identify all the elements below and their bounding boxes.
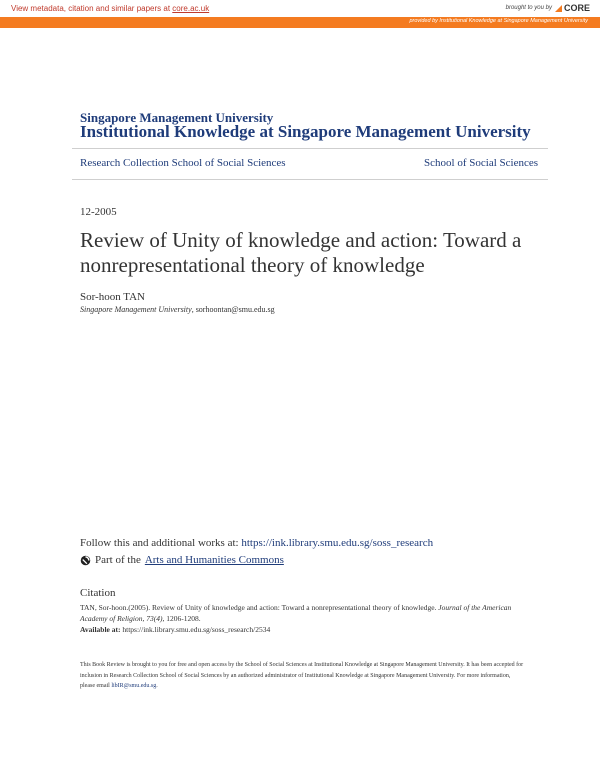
follow-works [80, 537, 433, 549]
institution-name[interactable]: Singapore Management University [80, 110, 274, 125]
divider-bottom [72, 179, 548, 180]
access-notice [80, 660, 525, 692]
school-link[interactable]: School of Social Sciences [424, 157, 538, 169]
core-logo-icon [555, 5, 562, 12]
brought-to-you [506, 3, 590, 13]
notice-text: This Book Review is brought to you for free and open access by the School of Social Sciences at Institutional Knowledge at Singapore Management University. It has been accepted for inclusion in Research Collection School of Social Sciences by an authorized administrator of Institutional Knowledge at Singapore Management University. For more information, please email [80, 662, 524, 689]
document-title: Review of Unity of knowledge and action: Toward a nonrepresentational theory of knowledge [80, 228, 522, 277]
part-of [80, 554, 284, 566]
core-logo[interactable] [555, 3, 590, 13]
core-metadata-link[interactable] [11, 4, 209, 13]
collection-link[interactable]: Research Collection School of Social Sciences [80, 157, 286, 169]
provided-by-text: provided by Institutional Knowledge at Singapore Management University [409, 18, 588, 24]
citation-journal: Journal of the American Academy of Religion, 73(4) [80, 603, 512, 623]
metadata-prefix: View metadata, citation and similar papers at [11, 4, 173, 13]
available-url-link[interactable]: https://ink.library.smu.edu.sg/soss_research/2534 [120, 625, 271, 634]
core-domain-link[interactable]: core.ac.uk [172, 4, 210, 13]
citation-body: TAN, Sor-hoon.(2005). Review of Unity of knowledge and action: Toward a nonrepresentational theory of knowledge. [80, 603, 439, 612]
citation-heading: Citation [80, 587, 116, 599]
core-logo-text: CORE [563, 3, 590, 13]
notice-end: . [156, 683, 158, 689]
commons-link[interactable]: Arts and Humanities Commons [144, 554, 284, 566]
citation-pages: , 1206-1208. [162, 614, 201, 623]
divider-top [72, 148, 548, 149]
part-of-prefix: Part of the [95, 554, 141, 566]
brought-to-you-text: brought to you by [505, 5, 552, 11]
follow-prefix: Follow this and additional works at: [80, 537, 242, 549]
core-header [0, 0, 600, 16]
creative-commons-icon [80, 555, 91, 566]
affiliation-email[interactable]: , sorhoontan@smu.edu.sg [191, 305, 275, 314]
citation-text [80, 602, 525, 635]
available-label: Available at: [80, 625, 121, 634]
author-affiliation [80, 305, 275, 314]
affiliation-university: Singapore Management University [80, 305, 192, 314]
notice-email-link[interactable]: libIR@smu.edu.sg [111, 683, 157, 689]
publication-date: 12-2005 [80, 206, 117, 218]
repository-name[interactable]: Institutional Knowledge at Singapore Management University [80, 122, 531, 141]
author-name: Sor-hoon TAN [80, 291, 146, 303]
follow-url-link[interactable]: https://ink.library.smu.edu.sg/soss_research [241, 537, 434, 549]
